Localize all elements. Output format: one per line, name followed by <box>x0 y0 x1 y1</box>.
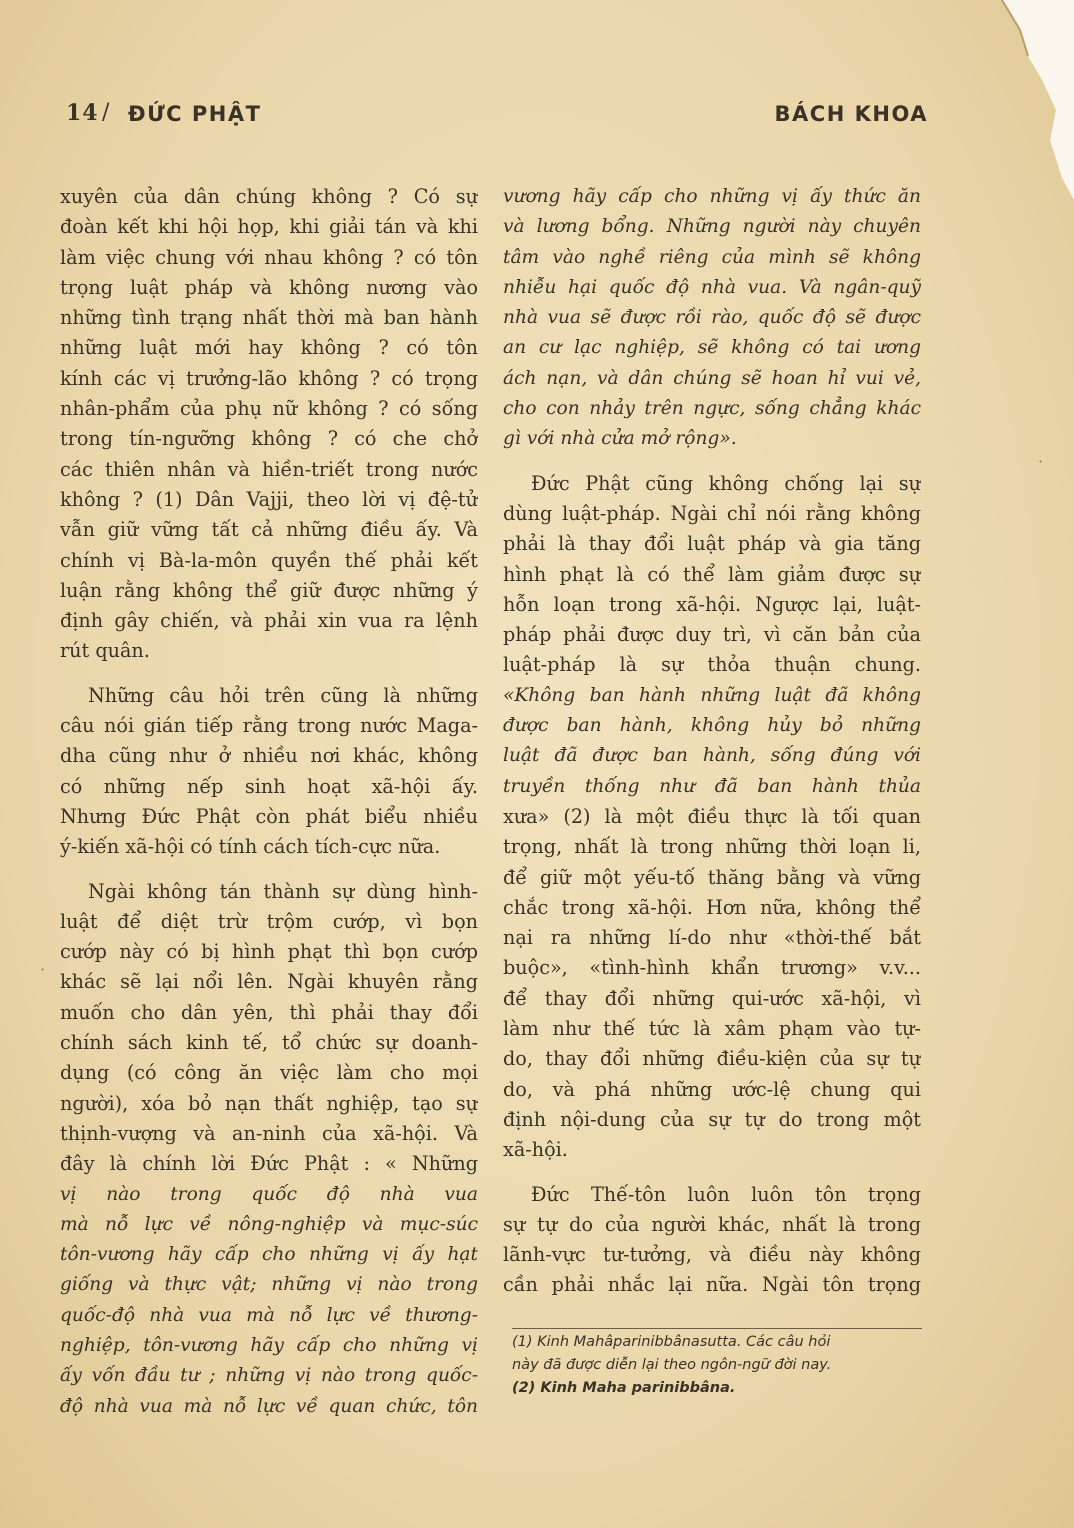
text-line: sự tự do của người khác, nhất là trong <box>503 1212 921 1236</box>
margin-speck: · <box>1038 452 1044 471</box>
text-line: ách nạn, và dân chúng sẽ hoan hỉ vui vẻ, <box>503 367 921 389</box>
text-line: luận rằng không thể giữ được những ý <box>60 578 478 602</box>
text-line: nhiễu hại quốc độ nhà vua. Và ngân-quỹ <box>503 276 921 298</box>
text-line: những luật mới hay không ? có tôn <box>60 336 478 360</box>
footnote-line: (1) Kinh Mahâparinibbânasutta. Các câu hỏi <box>512 1334 831 1350</box>
torn-corner-decoration <box>924 0 1074 200</box>
left-text-column <box>60 182 478 1422</box>
text-line: Nhưng Đức Phật còn phát biểu nhiều <box>60 804 478 828</box>
text-line: ý-kiến xã-hội có tính cách tích-cực nữa. <box>60 835 441 859</box>
text-line: đoàn kết khi hội họp, khi giải tán và khi <box>60 215 478 239</box>
header-separator: / <box>102 100 110 125</box>
text-line: giống và thực vật; những vị nào trong <box>60 1274 478 1296</box>
text-line: cướp này có bị hình phạt thì bọn cướp <box>60 940 478 964</box>
text-line: Những câu hỏi trên cũng là những <box>88 683 478 707</box>
page-header <box>66 98 928 132</box>
footnote-line: (2) Kinh Maha parinibbâna. <box>512 1380 736 1396</box>
text-line: kính các vị trưởng-lão không ? có trọng <box>60 366 478 390</box>
text-line: truyền thống như đã ban hành thủa <box>503 775 921 797</box>
text-line: hình phạt là có thể làm giảm được sự <box>503 562 921 586</box>
text-line: để giữ một yếu-tố thăng bằng và vững <box>503 865 921 889</box>
text-line: định nội-dung của sự tự do trong một <box>503 1107 921 1131</box>
text-line: vẫn giữ vững tất cả những điều ấy. Và <box>60 518 478 542</box>
text-line: độ nhà vua mà nỗ lực về quan chức, tôn <box>60 1395 478 1417</box>
paragraph-gap <box>60 863 478 877</box>
text-line: cần phải nhắc lại nữa. Ngài tôn trọng <box>503 1273 921 1297</box>
text-line: an cư lạc nghiệp, sẽ không có tai ương <box>503 337 921 359</box>
text-line: xưa» (2) là một điều thực là tối quan <box>503 804 921 828</box>
footnotes <box>512 1328 922 1400</box>
text-line: xã-hội. <box>503 1138 568 1162</box>
footnote-line: này đã được diễn lại theo ngôn-ngữ đời nay. <box>512 1357 832 1373</box>
text-line: có những nếp sinh hoạt xã-hội ấy. <box>60 774 478 798</box>
text-line: trọng, nhất là trong những thời loạn li, <box>503 835 921 859</box>
text-line: câu nói gián tiếp rằng trong nước Maga- <box>60 714 478 738</box>
text-line: các thiên nhân và hiền-triết trong nước <box>60 457 478 481</box>
text-line: luật để diệt trừ trộm cướp, vì bọn <box>60 909 478 933</box>
text-line: người), xóa bỏ nạn thất nghiệp, tạo sự <box>60 1091 478 1115</box>
text-line: nại ra những lí-do như «thời-thế bắt <box>503 926 921 950</box>
text-line: «Không ban hành những luật đã không <box>503 684 921 706</box>
text-line: ấy vốn đầu tư ; những vị nào trong quốc- <box>60 1365 478 1387</box>
magazine-title: BÁCH KHOA <box>774 102 928 126</box>
text-line: chắc trong xã-hội. Hơn nữa, không thể <box>503 895 921 919</box>
text-line: phải là thay đổi luật pháp và gia tăng <box>503 532 921 556</box>
text-line: định gây chiến, và phải xin vua ra lệnh <box>60 609 478 633</box>
text-line: vị nào trong quốc độ nhà vua <box>60 1183 478 1205</box>
text-line: để thay đổi những qui-ước xã-hội, vì <box>503 986 921 1010</box>
text-line: và lương bổng. Những người này chuyên <box>503 216 921 238</box>
text-line: muốn cho dân yên, thì phải thay đổi <box>60 1000 478 1024</box>
text-line: làm như thế tức là xâm phạm vào tự- <box>503 1017 921 1041</box>
text-line: pháp phải được duy trì, vì căn bản của <box>503 623 921 647</box>
text-line: tâm vào nghề riêng của mình sẽ không <box>503 246 921 268</box>
text-line: chính vị Bà-la-môn quyền thế phải kết <box>60 548 478 572</box>
text-line: cho con nhảy trên ngực, sống chẳng khác <box>503 398 921 420</box>
right-text-column <box>503 182 921 1301</box>
text-line: nhà vua sẽ được rồi rào, quốc độ sẽ được <box>503 307 921 329</box>
margin-speck: · <box>40 960 46 979</box>
text-line: buộc», «tình-hình khẩn trương» v.v... <box>503 956 921 980</box>
text-line: vương hãy cấp cho những vị ấy thức ăn <box>503 186 921 207</box>
paragraph-gap <box>503 1166 921 1180</box>
text-line: do, thay đổi những điều-kiện của sự tự <box>503 1047 921 1071</box>
text-line: gì với nhà cửa mở rộng». <box>503 428 737 450</box>
text-line: những tình trạng nhất thời mà ban hành <box>60 306 478 330</box>
text-line: do, và phá những ước-lệ chung qui <box>503 1077 921 1101</box>
paragraph-gap <box>60 667 478 681</box>
text-line: luật đã được ban hành, sống đúng với <box>503 745 921 767</box>
text-line: nhân-phẩm của phụ nữ không ? có sống <box>60 397 478 421</box>
text-line: dụng (có công ăn việc làm cho mọi <box>60 1061 478 1085</box>
text-line: dha cũng như ở nhiều nơi khác, không <box>60 744 478 768</box>
text-line: trọng luật pháp và không nương vào <box>60 275 478 299</box>
text-line: Đức Thế-tôn luôn luôn tôn trọng <box>531 1182 921 1206</box>
text-line: xuyên của dân chúng không ? Có sự <box>60 185 478 208</box>
text-line: quốc-độ nhà vua mà nỗ lực về thương- <box>60 1304 478 1326</box>
text-line: đây là chính lời Đức Phật : « Những <box>60 1152 478 1176</box>
text-line: làm việc chung với nhau không ? có tôn <box>60 245 478 269</box>
text-line: luật-pháp là sự thỏa thuận chung. <box>503 653 921 677</box>
text-line: nghiệp, tôn-vương hãy cấp cho những vị <box>60 1334 478 1356</box>
text-line: chính sách kinh tế, tổ chức sự doanh- <box>60 1031 478 1055</box>
text-line: được ban hành, không hủy bỏ những <box>503 715 921 737</box>
text-line: thịnh-vượng và an-ninh của xã-hội. Và <box>60 1121 478 1145</box>
text-line: khác sẽ lại nổi lên. Ngài khuyên rằng <box>60 970 478 994</box>
text-line: Ngài không tán thành sự dùng hình- <box>88 879 478 903</box>
paragraph-gap <box>503 455 921 469</box>
text-line: lãnh-vực tư-tưởng, và điều này không <box>503 1243 921 1267</box>
text-line: mà nỗ lực về nông-nghiệp và mục-súc <box>60 1213 478 1235</box>
section-title: ĐỨC PHẬT <box>128 102 262 126</box>
text-line: Đức Phật cũng không chống lại sự <box>531 471 921 495</box>
text-line: tôn-vương hãy cấp cho những vị ấy hạt <box>60 1244 478 1266</box>
text-line: rút quân. <box>60 639 150 663</box>
text-line: không ? (1) Dân Vajji, theo lời vị đệ-tử <box>60 487 478 511</box>
text-line: dùng luật-pháp. Ngài chỉ nói rằng không <box>503 501 921 525</box>
page-number: 14 <box>66 100 99 126</box>
text-line: trong tín-ngưỡng không ? có che chở <box>60 427 478 451</box>
text-line: hỗn loạn trong xã-hội. Ngược lại, luật- <box>503 592 921 616</box>
